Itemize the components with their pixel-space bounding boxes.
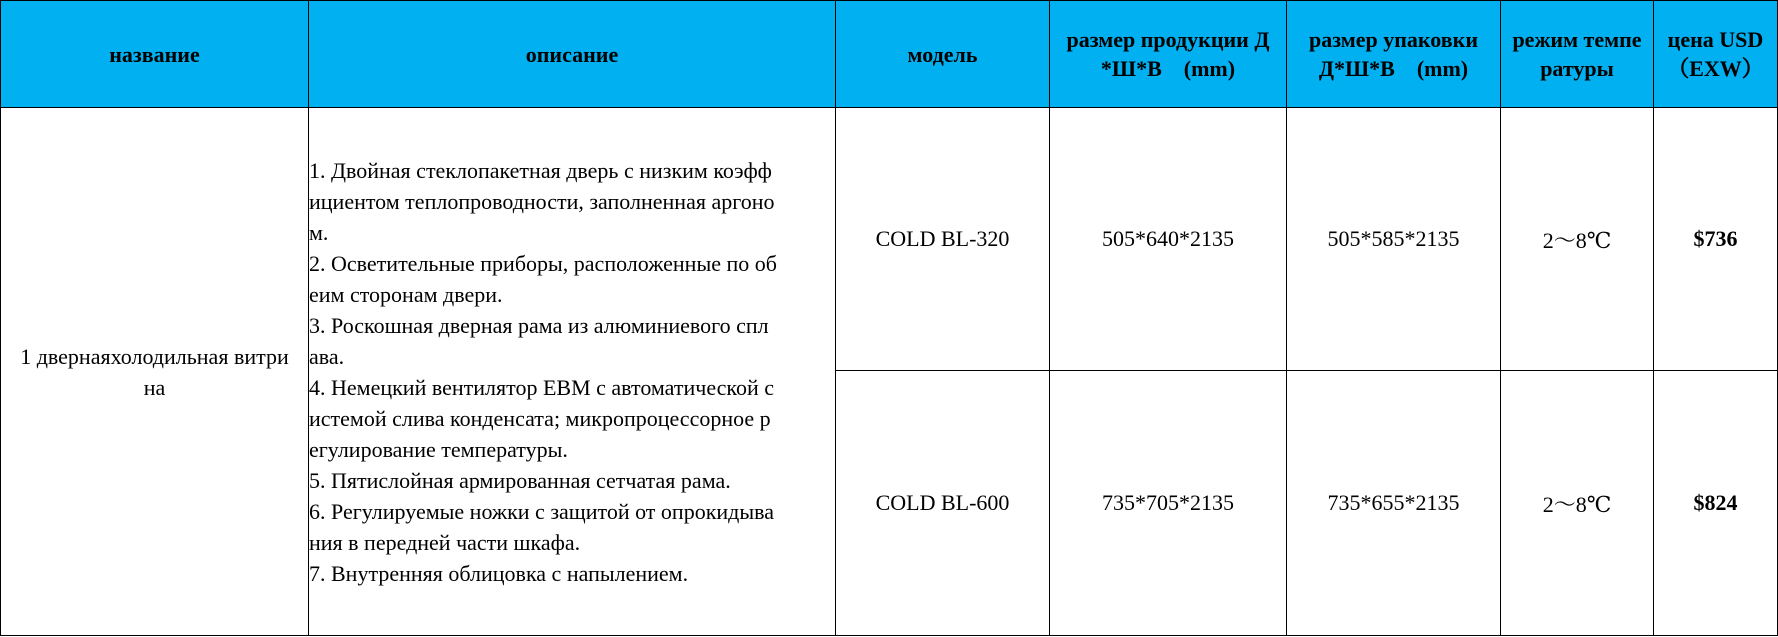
model-cell[interactable]: COLD BL-320 <box>836 108 1050 371</box>
header-price-line-1: цена USD <box>1667 27 1764 52</box>
description-line: еим сторонам двери. <box>309 281 503 307</box>
header-name-label: название <box>109 41 200 67</box>
description-line: 5. Пятислойная армированная сетчатая рама. <box>309 467 731 493</box>
description-line: ициентом теплопроводности, заполненная аргоно <box>309 188 775 214</box>
header-model-label: модель <box>907 41 978 67</box>
header-price[interactable] <box>1654 1 1778 108</box>
header-model[interactable] <box>836 1 1050 108</box>
model-cell[interactable]: COLD BL-600 <box>836 371 1050 636</box>
description-line: 6. Регулируемые ножки с защитой от опрокидыва <box>309 498 774 524</box>
description-line: егулирование температуры. <box>309 436 568 462</box>
package-size-cell[interactable]: 735*655*2135 <box>1287 371 1501 636</box>
header-temp-mode-line-2: ратуры <box>1540 56 1614 81</box>
temperature-cell[interactable]: 2～8℃ <box>1501 371 1654 636</box>
description-line: 4. Немецкий вентилятор EBM с автоматической с <box>309 374 775 400</box>
product-name-line-1: 1 двернаяхолодильная витри <box>20 343 289 369</box>
header-description-label: описание <box>525 41 619 67</box>
temperature-cell[interactable]: 2～8℃ <box>1501 108 1654 371</box>
product-size-cell[interactable]: 735*705*2135 <box>1050 371 1287 636</box>
header-temp-mode-line-1: режим темпе <box>1512 27 1642 52</box>
description-line: 1. Двойная стеклопакетная дверь с низким коэфф <box>309 157 772 183</box>
header-package-size-line-1: размер упаковки <box>1309 27 1478 52</box>
package-size-cell[interactable]: 505*585*2135 <box>1287 108 1501 371</box>
header-package-size[interactable] <box>1287 1 1501 108</box>
description-line: ния в передней части шкафа. <box>309 529 581 555</box>
description-line: 7. Внутренняя облицовка с напылением. <box>309 560 689 586</box>
header-package-size-line-2: Д*Ш*В (mm) <box>1318 56 1469 81</box>
header-product-size-line-2: *Ш*В (mm) <box>1100 56 1236 81</box>
description-line: истемой слива конденсата; микропроцессорное р <box>309 405 771 431</box>
header-row <box>1 1 1778 108</box>
description-line: 3. Роскошная дверная рама из алюминиевого спл <box>309 312 769 338</box>
header-product-size[interactable] <box>1050 1 1287 108</box>
table-row <box>1 108 1778 371</box>
product-name-cell[interactable] <box>1 108 309 636</box>
product-description-cell[interactable] <box>309 108 836 636</box>
header-name[interactable] <box>1 1 309 108</box>
product-name-line-2: на <box>143 374 166 400</box>
product-size-cell[interactable]: 505*640*2135 <box>1050 108 1287 371</box>
price-cell[interactable]: $736 <box>1654 108 1778 371</box>
header-description[interactable] <box>309 1 836 108</box>
header-temp-mode[interactable] <box>1501 1 1654 108</box>
header-product-size-line-1: размер продукции Д <box>1066 27 1270 52</box>
header-price-line-2: （EXW） <box>1667 56 1764 81</box>
description-line: ава. <box>309 343 345 369</box>
description-line: 2. Осветительные приборы, расположенные по об <box>309 250 777 276</box>
description-line: м. <box>309 219 329 245</box>
price-cell[interactable]: $824 <box>1654 371 1778 636</box>
